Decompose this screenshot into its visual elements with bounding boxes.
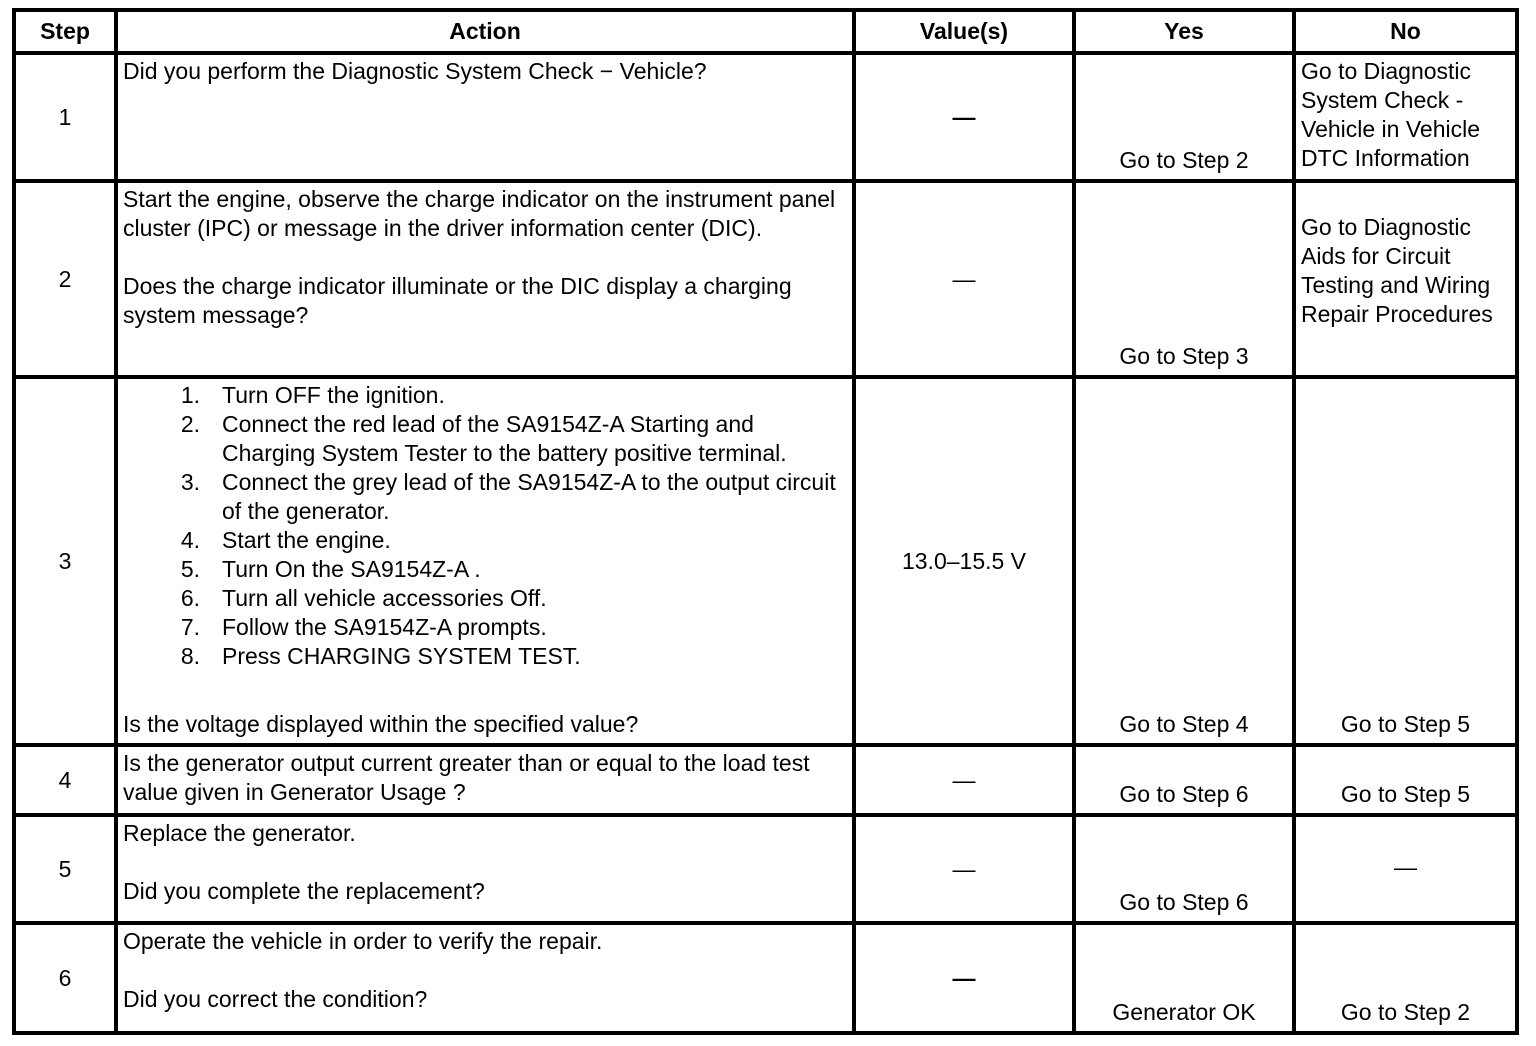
- yes-cell: Go to Step 3: [1074, 181, 1294, 377]
- value-text: —: [952, 964, 976, 991]
- substep-text: Start the engine.: [222, 527, 391, 553]
- no-cell: Go to Step 5: [1294, 745, 1517, 815]
- header-yes: Yes: [1074, 10, 1294, 53]
- substep-text: Follow the SA9154Z-A prompts.: [222, 614, 547, 640]
- value-cell: —: [854, 181, 1074, 377]
- action-text: Did you perform the Diagnostic System Check − Vehicle?: [123, 58, 707, 84]
- substep-text: Turn all vehicle accessories Off.: [222, 585, 547, 611]
- step-number: 2: [14, 181, 116, 377]
- header-step: Step: [14, 10, 116, 53]
- header-action: Action: [116, 10, 854, 53]
- value-cell: [854, 53, 1074, 181]
- substep-number: 4.: [180, 527, 200, 553]
- action-cell: [116, 181, 854, 377]
- step-number: 3: [14, 377, 116, 745]
- table-row: [14, 377, 1517, 745]
- step-number: 4: [14, 745, 116, 815]
- substep-number: 2.: [180, 411, 200, 437]
- substep-number: 7.: [180, 614, 200, 640]
- substep-item: [123, 526, 848, 555]
- yes-cell: Generator OK: [1074, 923, 1294, 1033]
- yes-cell: Go to Step 6: [1074, 745, 1294, 815]
- yes-cell: Go to Step 2: [1074, 53, 1294, 181]
- action-text: Operate the vehicle in order to verify the repair.: [123, 928, 603, 954]
- no-cell: Go to Step 5: [1294, 377, 1517, 745]
- action-question: Is the voltage displayed within the specified value?: [123, 711, 639, 737]
- substep-item: [123, 642, 848, 671]
- action-cell: [116, 815, 854, 923]
- action-question: Did you complete the replacement?: [123, 878, 485, 904]
- substep-number: 1.: [180, 382, 200, 408]
- action-cell: [116, 377, 854, 745]
- value-cell: 13.0–15.5 V: [854, 377, 1074, 745]
- step-number: 6: [14, 923, 116, 1033]
- substep-list: [123, 381, 848, 671]
- substep-number: 5.: [180, 556, 200, 582]
- no-cell: Go to Step 2: [1294, 923, 1517, 1033]
- action-question: Did you correct the condition?: [123, 986, 428, 1012]
- substep-item: [123, 410, 848, 468]
- table-row: [14, 815, 1517, 923]
- substep-item: [123, 381, 848, 410]
- table-row: [14, 181, 1517, 377]
- step-number: 1: [14, 53, 116, 181]
- substep-number: 8.: [180, 643, 200, 669]
- value-cell: —: [854, 745, 1074, 815]
- action-text: Replace the generator.: [123, 820, 356, 846]
- table-row: [14, 745, 1517, 815]
- no-cell: Go to Diagnostic Aids for Circuit Testing and Wiring Repair Procedures: [1294, 181, 1517, 377]
- action-text: Is the generator output current greater than or equal to the load test value given in Generator Usage ?: [123, 750, 810, 805]
- substep-item: [123, 555, 848, 584]
- value-cell: —: [854, 815, 1074, 923]
- header-no: No: [1294, 10, 1517, 53]
- diagnostic-table: [12, 8, 1519, 1035]
- header-row: [14, 10, 1517, 53]
- substep-item: [123, 613, 848, 642]
- action-cell: [116, 923, 854, 1033]
- no-cell: —: [1294, 815, 1517, 923]
- action-question: Does the charge indicator illuminate or the DIC display a charging system message?: [123, 273, 792, 328]
- header-values: Value(s): [854, 10, 1074, 53]
- no-cell: Go to Diagnostic System Check - Vehicle in Vehicle DTC Information: [1294, 53, 1517, 181]
- yes-cell: Go to Step 6: [1074, 815, 1294, 923]
- substep-item: [123, 584, 848, 613]
- action-cell: [116, 53, 854, 181]
- substep-text: Press CHARGING SYSTEM TEST.: [222, 643, 581, 669]
- value-cell: [854, 923, 1074, 1033]
- substep-number: 6.: [180, 585, 200, 611]
- table-row: [14, 53, 1517, 181]
- step-number: 5: [14, 815, 116, 923]
- action-cell: [116, 745, 854, 815]
- substep-text: Connect the red lead of the SA9154Z-A Starting and Charging System Tester to the battery positive terminal.: [222, 411, 787, 466]
- substep-text: Turn On the SA9154Z-A .: [222, 556, 481, 582]
- table-row: [14, 923, 1517, 1033]
- substep-number: 3.: [180, 469, 200, 495]
- action-text: Start the engine, observe the charge indicator on the instrument panel cluster (IPC) or message in the driver information center (DIC).: [123, 186, 836, 241]
- value-text: —: [952, 103, 976, 130]
- substep-text: Turn OFF the ignition.: [222, 382, 445, 408]
- substep-item: [123, 468, 848, 526]
- yes-cell: Go to Step 4: [1074, 377, 1294, 745]
- substep-text: Connect the grey lead of the SA9154Z-A to the output circuit of the generator.: [222, 469, 836, 524]
